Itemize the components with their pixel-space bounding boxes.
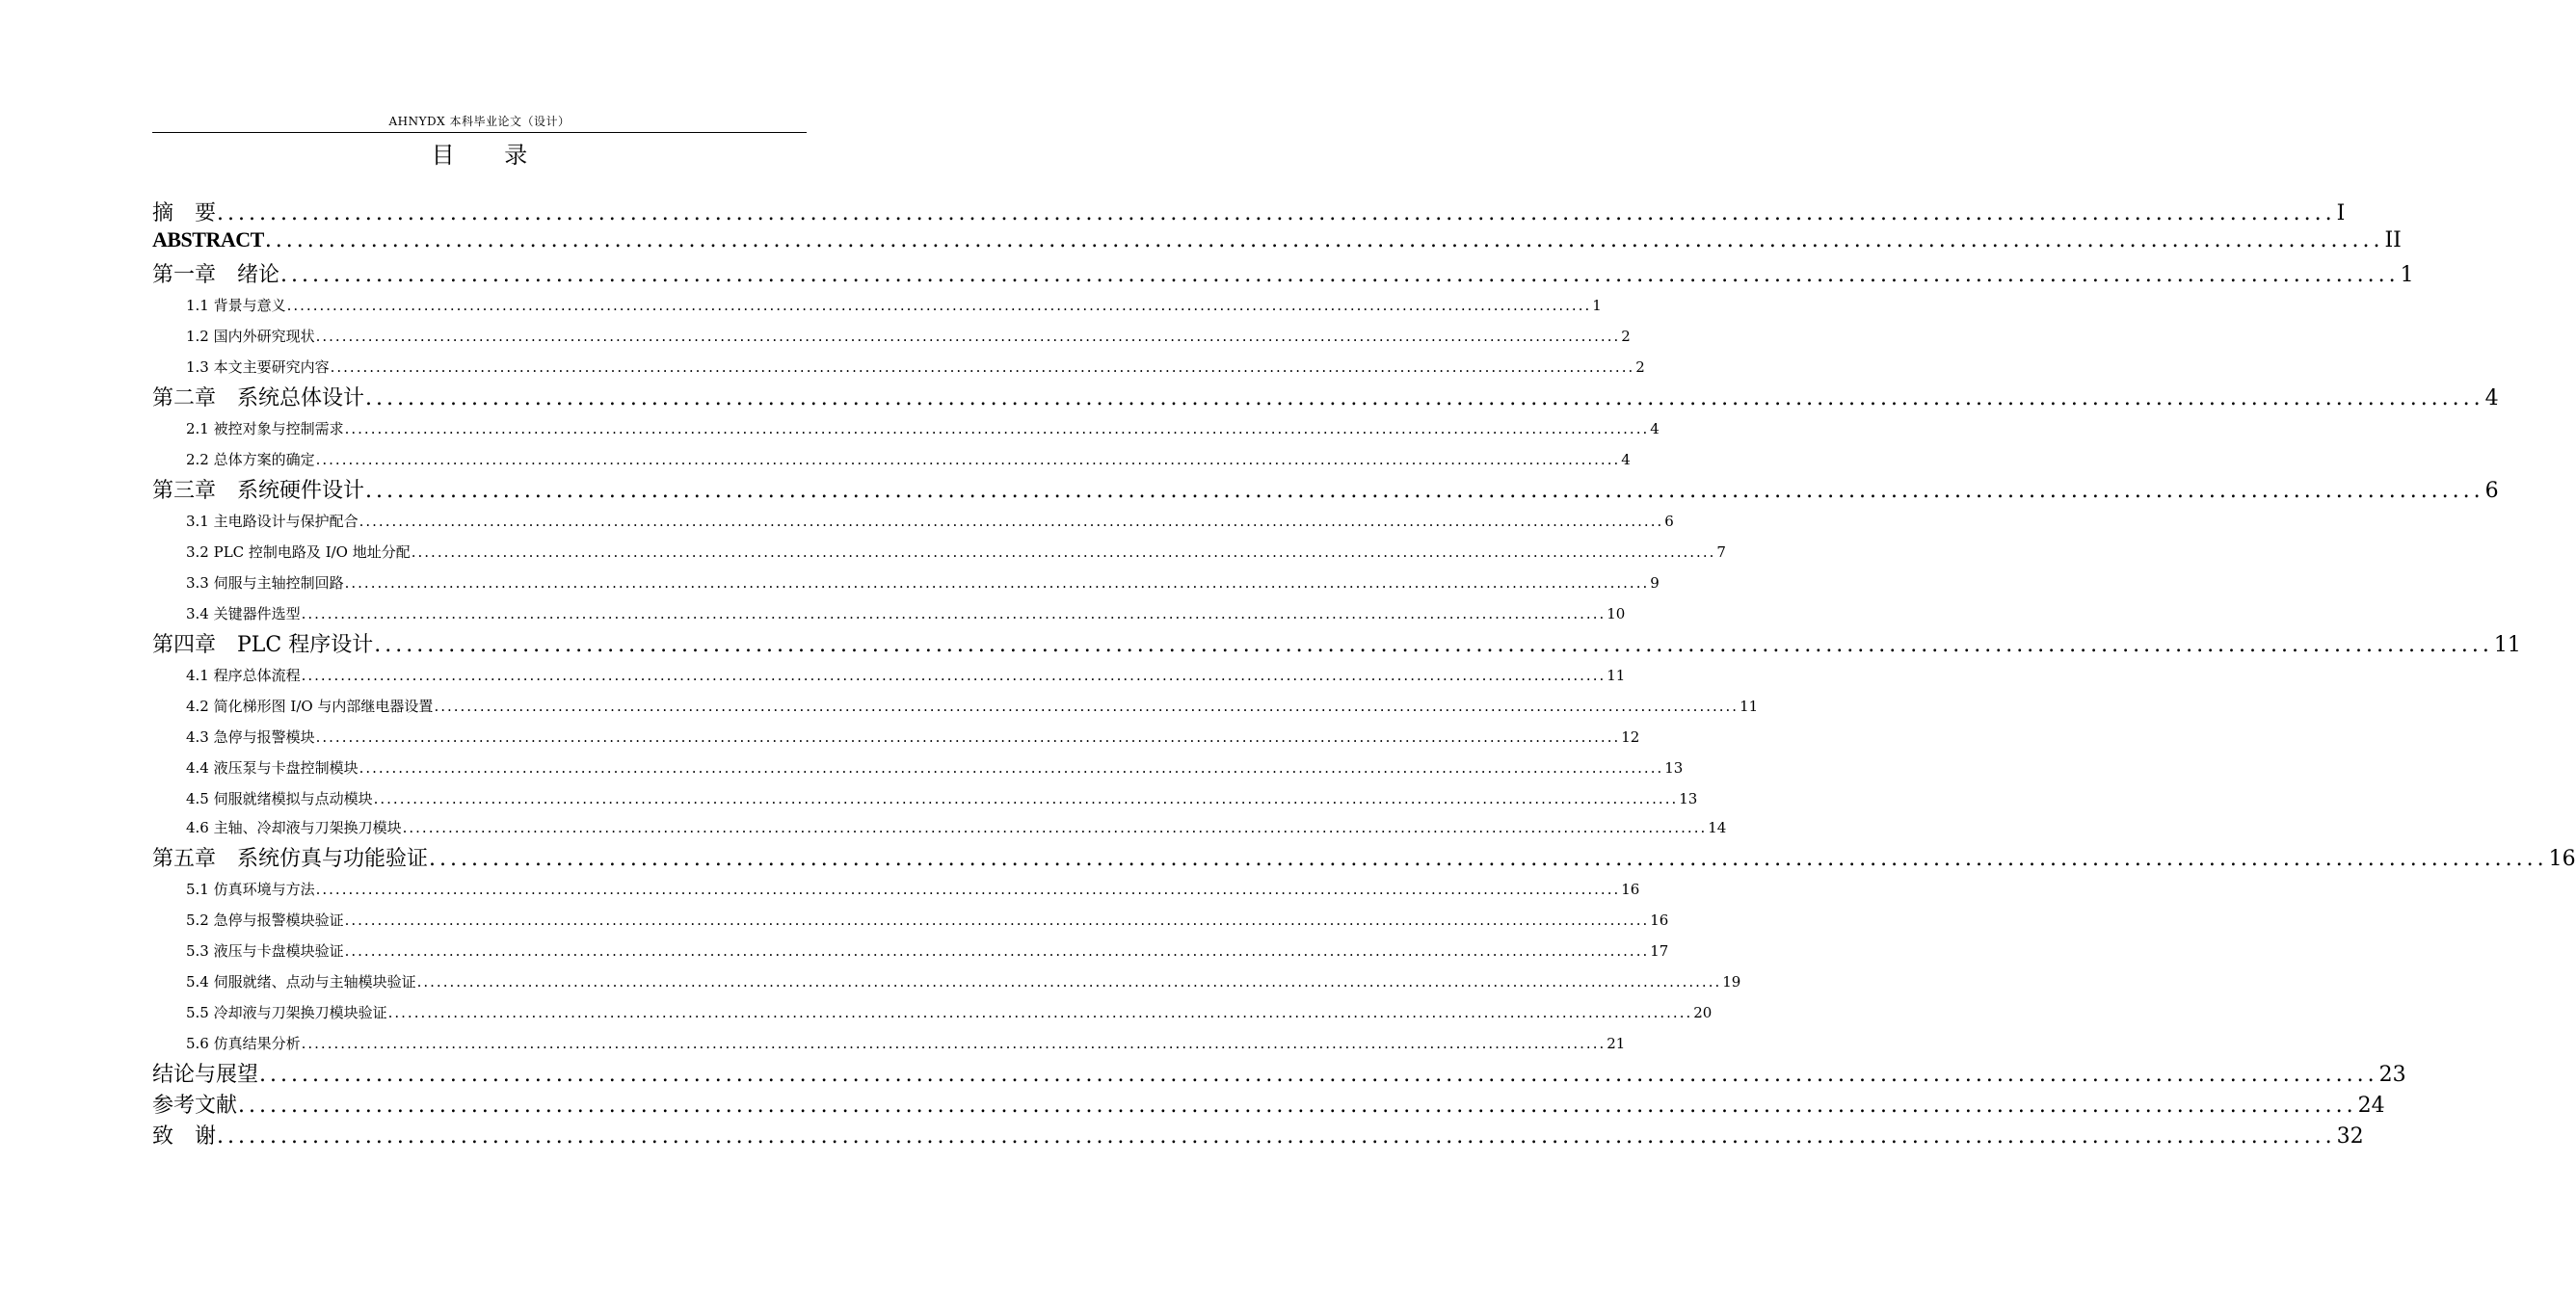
toc-entry[interactable] [186, 910, 1669, 933]
toc-entry-label: 第四章 PLC 程序设计 [152, 633, 374, 657]
toc-entry-label: 1.2 国内外研究现状 [186, 328, 315, 345]
toc-leader-dots: ........................................................................................................................................................................................................ [301, 1035, 1607, 1052]
toc-entry-page: 19 [1722, 973, 1741, 991]
toc-entry[interactable] [152, 197, 2346, 227]
toc-entry-label: 3.2 PLC 控制电路及 I/O 地址分配 [186, 543, 411, 561]
toc-entry-label: 5.4 伺服就绪、点动与主轴模块验证 [186, 973, 416, 991]
toc-entry[interactable] [186, 696, 1759, 719]
toc-leader-dots: ........................................................................................................................................................................................................ [429, 847, 2548, 871]
toc-entry[interactable] [186, 326, 1631, 349]
header-rule [152, 132, 807, 133]
toc-leader-dots: ........................................................................................................................................................................................................ [402, 819, 1708, 836]
toc-entry[interactable] [186, 449, 1631, 472]
toc-entry-page: I [2336, 201, 2346, 225]
toc-title: 目 录 [431, 142, 549, 169]
toc-leader-dots: ........................................................................................................................................................................................................ [416, 973, 1722, 991]
toc-entry-label: 4.2 简化梯形图 I/O 与内部继电器设置 [186, 698, 434, 715]
toc-entry-label: 结论与展望 [152, 1063, 259, 1087]
header-text: AHNYDX 本科毕业论文（设计） [388, 115, 571, 128]
toc-entry[interactable] [152, 1120, 2364, 1150]
toc-entry-page: 20 [1693, 1004, 1713, 1021]
toc-entry[interactable] [186, 788, 1698, 811]
toc-entry-page: 17 [1650, 942, 1669, 960]
toc-entry[interactable] [186, 665, 1626, 688]
toc-entry-label: 4.6 主轴、冷却液与刀架换刀模块 [186, 819, 402, 836]
toc-leader-dots: ........................................................................................................................................................................................................ [315, 728, 1621, 746]
toc-leader-dots: ........................................................................................................................................................................................................ [365, 386, 2484, 410]
toc-entry-page: 32 [2336, 1124, 2364, 1149]
toc-leader-dots: ........................................................................................................................................................................................................ [373, 790, 1679, 807]
toc-leader-dots: ........................................................................................................................................................................................................ [301, 667, 1607, 684]
toc-leader-dots: ........................................................................................................................................................................................................ [434, 698, 1739, 715]
toc-leader-dots: ........................................................................................................................................................................................................ [344, 912, 1650, 929]
toc-entry-label: 摘 要 [152, 201, 217, 225]
toc-entry-label: 第五章 系统仿真与功能验证 [152, 847, 429, 871]
toc-entry[interactable] [186, 295, 1602, 318]
toc-entry-page: 16 [1650, 912, 1669, 929]
toc-entry[interactable] [186, 757, 1684, 780]
toc-entry-page: 23 [2378, 1063, 2406, 1087]
toc-leader-dots: ........................................................................................................................................................................................................ [315, 451, 1621, 468]
toc-entry-page: 12 [1621, 728, 1640, 746]
toc-entry-page: 1 [2400, 263, 2414, 287]
toc-entry[interactable] [152, 628, 2521, 659]
toc-entry[interactable] [152, 227, 2402, 258]
toc-leader-dots: ........................................................................................................................................................................................................ [238, 1094, 2357, 1118]
toc-entry-page: 21 [1607, 1035, 1626, 1052]
toc-leader-dots: ........................................................................................................................................................................................................ [315, 328, 1621, 345]
toc-entry-label: 5.5 冷却液与刀架换刀模块验证 [186, 1004, 387, 1021]
toc-leader-dots: ........................................................................................................................................................................................................ [344, 942, 1650, 960]
toc-entry-page: 4 [1650, 420, 1660, 437]
toc-entry[interactable] [186, 542, 1726, 565]
toc-leader-dots: ........................................................................................................................................................................................................ [286, 297, 1592, 314]
toc-leader-dots: ........................................................................................................................................................................................................ [217, 1124, 2336, 1149]
toc-entry-label: 2.2 总体方案的确定 [186, 451, 315, 468]
toc-entry-label: 参考文献 [152, 1094, 238, 1118]
toc-entry-label: 5.2 急停与报警模块验证 [186, 912, 344, 929]
toc-entry-label: 3.3 伺服与主轴控制回路 [186, 574, 344, 592]
toc-leader-dots: ........................................................................................................................................................................................................ [344, 574, 1650, 592]
toc-entry-label: 第一章 绪论 [152, 263, 280, 287]
toc-entry-page: 16 [2548, 847, 2576, 871]
toc-entry-page: 2 [1621, 328, 1631, 345]
toc-leader-dots: ........................................................................................................................................................................................................ [301, 605, 1607, 622]
toc-leader-dots: ........................................................................................................................................................................................................ [217, 201, 2336, 225]
toc-entry[interactable] [152, 382, 2499, 412]
toc-entry-page: 1 [1592, 297, 1602, 314]
toc-entry-label: 4.1 程序总体流程 [186, 667, 301, 684]
toc-leader-dots: ........................................................................................................................................................................................................ [264, 228, 2384, 252]
toc-entry-label: 第三章 系统硬件设计 [152, 479, 365, 503]
toc-leader-dots: ........................................................................................................................................................................................................ [259, 1063, 2378, 1087]
toc-leader-dots: ........................................................................................................................................................................................................ [280, 263, 2400, 287]
toc-entry-page: 13 [1664, 759, 1684, 777]
toc-entry-label: 2.1 被控对象与控制需求 [186, 420, 344, 437]
toc-entry[interactable] [152, 842, 2576, 873]
toc-entry-page: 11 [2493, 633, 2521, 657]
toc-entry-page: 13 [1679, 790, 1698, 807]
toc-entry-label: 3.1 主电路设计与保护配合 [186, 513, 359, 530]
toc-entry-page: 7 [1716, 543, 1726, 561]
toc-leader-dots: ........................................................................................................................................................................................................ [330, 358, 1635, 376]
toc-entry[interactable] [152, 258, 2414, 289]
toc-leader-dots: ........................................................................................................................................................................................................ [365, 479, 2484, 503]
toc-leader-dots: ........................................................................................................................................................................................................ [344, 420, 1650, 437]
toc-entry[interactable] [186, 572, 1660, 595]
toc-entry-page: II [2384, 228, 2402, 252]
toc-entry[interactable] [152, 1089, 2385, 1120]
toc-leader-dots: ........................................................................................................................................................................................................ [374, 633, 2493, 657]
toc-entry-label: 4.4 液压泵与卡盘控制模块 [186, 759, 359, 777]
toc-entry-page: 2 [1635, 358, 1645, 376]
toc-entry-label: 3.4 关键器件选型 [186, 605, 301, 622]
toc-entry-label: 第二章 系统总体设计 [152, 386, 365, 410]
toc-entry-page: 10 [1607, 605, 1626, 622]
toc-entry-page: 4 [2484, 386, 2499, 410]
toc-entry-page: 6 [2484, 479, 2499, 503]
toc-entry-label: 5.3 液压与卡盘模块验证 [186, 942, 344, 960]
toc-entry[interactable] [186, 603, 1626, 626]
toc-entry[interactable] [186, 1033, 1626, 1056]
toc-entry[interactable] [186, 971, 1741, 994]
toc-entry-page: 14 [1708, 819, 1727, 836]
toc-entry-label: 1.3 本文主要研究内容 [186, 358, 330, 376]
toc-entry[interactable] [152, 1058, 2406, 1089]
toc-entry[interactable] [186, 727, 1640, 750]
toc-entry[interactable] [186, 879, 1640, 902]
toc-entry[interactable] [186, 357, 1645, 380]
toc-leader-dots: ........................................................................................................................................................................................................ [359, 759, 1664, 777]
toc-entry[interactable] [186, 940, 1669, 964]
toc-entry-page: 24 [2357, 1094, 2385, 1118]
toc-entry[interactable] [186, 418, 1660, 441]
toc-leader-dots: ........................................................................................................................................................................................................ [315, 881, 1621, 898]
toc-entry-label: 致 谢 [152, 1124, 217, 1149]
toc-entry[interactable] [186, 511, 1674, 534]
toc-entry-page: 4 [1621, 451, 1631, 468]
toc-leader-dots: ........................................................................................................................................................................................................ [359, 513, 1664, 530]
toc-entry-page: 11 [1607, 667, 1626, 684]
toc-entry-page: 9 [1650, 574, 1660, 592]
toc-leader-dots: ........................................................................................................................................................................................................ [387, 1004, 1693, 1021]
toc-entry-label: 4.5 伺服就绪模拟与点动模块 [186, 790, 373, 807]
toc-entry-label: ABSTRACT [152, 227, 264, 251]
toc-entry[interactable] [152, 474, 2499, 505]
toc-entry[interactable] [186, 1002, 1713, 1025]
toc-entry-page: 6 [1664, 513, 1674, 530]
toc-entry-label: 5.1 仿真环境与方法 [186, 881, 315, 898]
toc-entry-label: 5.6 仿真结果分析 [186, 1035, 301, 1052]
toc-entry[interactable] [186, 817, 1727, 840]
toc-entry-label: 4.3 急停与报警模块 [186, 728, 315, 746]
toc-leader-dots: ........................................................................................................................................................................................................ [411, 543, 1716, 561]
toc-entry-label: 1.1 背景与意义 [186, 297, 286, 314]
toc-entry-page: 16 [1621, 881, 1640, 898]
toc-entry-page: 11 [1739, 698, 1759, 715]
